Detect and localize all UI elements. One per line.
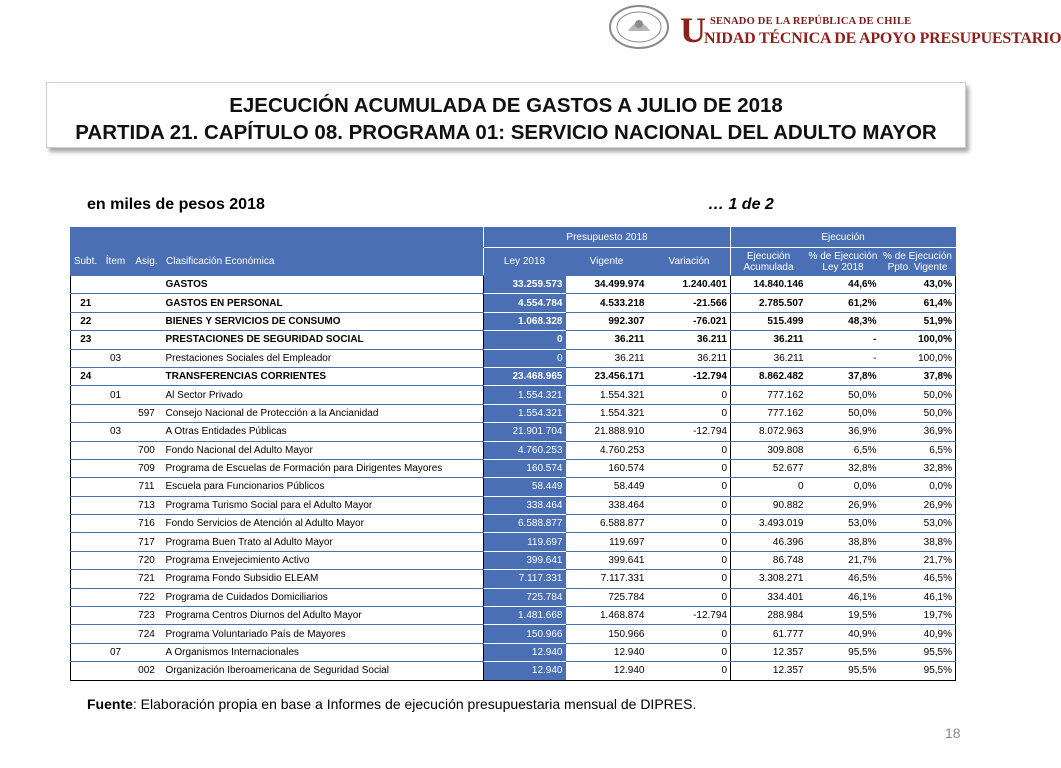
table-row xyxy=(71,551,956,569)
cell-vigente: 992.307 xyxy=(566,312,648,330)
brand-top-line: SENADO DE LA REPÚBLICA DE CHILE xyxy=(710,16,912,27)
cell-asig: 713 xyxy=(131,496,163,514)
cell-clasificacion: Prestaciones Sociales del Empleador xyxy=(163,349,484,367)
cell-pct-ley: 26,9% xyxy=(807,496,880,514)
cell-pct-ppto: 95,5% xyxy=(880,643,956,661)
cell-asig: 724 xyxy=(131,625,163,643)
table-row xyxy=(71,588,956,606)
cell-ley: 33.259.573 xyxy=(484,276,566,294)
cell-pct-ppto: 37,8% xyxy=(880,367,956,385)
cell-ejecucion: 46.396 xyxy=(731,533,807,551)
cell-subt xyxy=(71,496,101,514)
cell-asig: 716 xyxy=(131,515,163,533)
cell-subt: 23 xyxy=(71,331,101,349)
cell-item xyxy=(101,459,131,477)
cell-ejecucion: 3.308.271 xyxy=(731,570,807,588)
cell-clasificacion: Organización Iberoamericana de Seguridad Social xyxy=(163,662,484,680)
cell-clasificacion: Consejo Nacional de Protección a la Ancianidad xyxy=(163,404,484,422)
cell-item xyxy=(101,441,131,459)
cell-ley: 58.449 xyxy=(484,478,566,496)
cell-subt xyxy=(71,533,101,551)
cell-clasificacion: Fondo Servicios de Atención al Adulto Mayor xyxy=(163,515,484,533)
cell-pct-ley: 37,8% xyxy=(807,367,880,385)
cell-vigente: 36.211 xyxy=(566,331,648,349)
cell-pct-ley: 61,2% xyxy=(807,294,880,312)
budget-table xyxy=(70,227,956,681)
cell-asig: 711 xyxy=(131,478,163,496)
cell-clasificacion: A Organismos Internacionales xyxy=(163,643,484,661)
col-header-ejecucion-acumulada: Ejecución Acumulada xyxy=(731,248,807,276)
cell-ejecucion: 334.401 xyxy=(731,588,807,606)
cell-variacion: 0 xyxy=(648,643,731,661)
cell-pct-ppto: 32,8% xyxy=(880,459,956,477)
cell-variacion: 36.211 xyxy=(648,331,731,349)
cell-pct-ppto: 46,5% xyxy=(880,570,956,588)
cell-vigente: 725.784 xyxy=(566,588,648,606)
cell-subt xyxy=(71,478,101,496)
cell-clasificacion: Fondo Nacional del Adulto Mayor xyxy=(163,441,484,459)
cell-variacion: 0 xyxy=(648,496,731,514)
cell-clasificacion: Escuela para Funcionarios Públicos xyxy=(163,478,484,496)
cell-item xyxy=(101,276,131,294)
cell-ley: 12.940 xyxy=(484,662,566,680)
cell-vigente: 338.464 xyxy=(566,496,648,514)
cell-ejecucion: 36.211 xyxy=(731,349,807,367)
cell-pct-ppto: 100,0% xyxy=(880,349,956,367)
cell-item xyxy=(101,588,131,606)
cell-asig: 722 xyxy=(131,588,163,606)
cell-variacion: 0 xyxy=(648,515,731,533)
cell-asig xyxy=(131,643,163,661)
cell-pct-ley: 46,1% xyxy=(807,588,880,606)
cell-pct-ley: 40,9% xyxy=(807,625,880,643)
cell-ejecucion: 14.840.146 xyxy=(731,276,807,294)
cell-variacion: -12.794 xyxy=(648,367,731,385)
cell-clasificacion: Programa Turismo Social para el Adulto Mayor xyxy=(163,496,484,514)
cell-ejecucion: 3.493.019 xyxy=(731,515,807,533)
table-row xyxy=(71,607,956,625)
cell-variacion: 0 xyxy=(648,551,731,569)
cell-subt xyxy=(71,570,101,588)
brand-main-line: NIDAD TÉCNICA DE APOYO PRESUPUESTARIO xyxy=(704,30,1061,47)
cell-item xyxy=(101,625,131,643)
cell-pct-ley: 44,6% xyxy=(807,276,880,294)
table-row xyxy=(71,312,956,330)
cell-ley: 1.554.321 xyxy=(484,386,566,404)
cell-pct-ppto: 40,9% xyxy=(880,625,956,643)
title-box xyxy=(46,82,966,148)
table-row xyxy=(71,643,956,661)
cell-ejecucion: 777.162 xyxy=(731,386,807,404)
title-line-1: EJECUCIÓN ACUMULADA DE GASTOS A JULIO DE 2018 xyxy=(229,94,783,117)
cell-asig: 597 xyxy=(131,404,163,422)
brand-wordmark xyxy=(680,10,1061,54)
col-header-pct-ley: % de Ejecución Ley 2018 xyxy=(807,248,880,276)
cell-pct-ley: 21,7% xyxy=(807,551,880,569)
cell-ley: 1.554.321 xyxy=(484,404,566,422)
cell-item xyxy=(101,478,131,496)
cell-asig: 700 xyxy=(131,441,163,459)
cell-pct-ley: 50,0% xyxy=(807,386,880,404)
cell-asig xyxy=(131,312,163,330)
cell-ejecucion: 0 xyxy=(731,478,807,496)
cell-vigente: 7.117.331 xyxy=(566,570,648,588)
cell-variacion: 1.240.401 xyxy=(648,276,731,294)
cell-clasificacion: Programa Buen Trato al Adulto Mayor xyxy=(163,533,484,551)
cell-pct-ppto: 100,0% xyxy=(880,331,956,349)
senate-seal-logo xyxy=(608,4,670,50)
cell-asig: 720 xyxy=(131,551,163,569)
cell-pct-ppto: 50,0% xyxy=(880,386,956,404)
cell-pct-ppto: 51,9% xyxy=(880,312,956,330)
table-row xyxy=(71,294,956,312)
cell-asig: 723 xyxy=(131,607,163,625)
cell-vigente: 160.574 xyxy=(566,459,648,477)
cell-clasificacion: Programa de Cuidados Domiciliarios xyxy=(163,588,484,606)
cell-subt xyxy=(71,515,101,533)
cell-variacion: 0 xyxy=(648,533,731,551)
cell-variacion: 0 xyxy=(648,459,731,477)
cell-ley: 160.574 xyxy=(484,459,566,477)
cell-ley: 21.901.704 xyxy=(484,423,566,441)
table-row xyxy=(71,331,956,349)
col-header-asig: Asig. xyxy=(131,248,163,276)
cell-vigente: 119.697 xyxy=(566,533,648,551)
cell-variacion: 0 xyxy=(648,625,731,643)
cell-item xyxy=(101,294,131,312)
cell-clasificacion: Programa Voluntariado País de Mayores xyxy=(163,625,484,643)
cell-pct-ppto: 19,7% xyxy=(880,607,956,625)
cell-subt xyxy=(71,607,101,625)
slide-number: 18 xyxy=(945,725,961,741)
cell-pct-ppto: 46,1% xyxy=(880,588,956,606)
col-header-vigente: Vigente xyxy=(566,248,648,276)
cell-item xyxy=(101,662,131,680)
cell-pct-ppto: 61,4% xyxy=(880,294,956,312)
col-header-item: Ítem xyxy=(101,248,131,276)
cell-subt xyxy=(71,441,101,459)
cell-item xyxy=(101,570,131,588)
cell-pct-ppto: 36,9% xyxy=(880,423,956,441)
cell-variacion: 36.211 xyxy=(648,349,731,367)
table-row xyxy=(71,459,956,477)
table-row xyxy=(71,386,956,404)
cell-subt xyxy=(71,349,101,367)
table-row xyxy=(71,662,956,680)
cell-asig xyxy=(131,331,163,349)
cell-ley: 399.641 xyxy=(484,551,566,569)
cell-clasificacion: Programa Envejecimiento Activo xyxy=(163,551,484,569)
cell-vigente: 34.499.974 xyxy=(566,276,648,294)
cell-subt xyxy=(71,662,101,680)
cell-pct-ppto: 95,5% xyxy=(880,662,956,680)
cell-clasificacion: TRANSFERENCIAS CORRIENTES xyxy=(163,367,484,385)
cell-clasificacion: Al Sector Privado xyxy=(163,386,484,404)
cell-vigente: 4.533.218 xyxy=(566,294,648,312)
cell-subt: 22 xyxy=(71,312,101,330)
cell-subt xyxy=(71,625,101,643)
cell-clasificacion: Programa Centros Diurnos del Adulto Mayor xyxy=(163,607,484,625)
cell-asig xyxy=(131,276,163,294)
cell-clasificacion: Programa Fondo Subsidio ELEAM xyxy=(163,570,484,588)
cell-variacion: -76.021 xyxy=(648,312,731,330)
cell-variacion: -21.566 xyxy=(648,294,731,312)
cell-variacion: 0 xyxy=(648,662,731,680)
cell-ejecucion: 12.357 xyxy=(731,643,807,661)
cell-ley: 7.117.331 xyxy=(484,570,566,588)
cell-item xyxy=(101,312,131,330)
cell-pct-ley: 48,3% xyxy=(807,312,880,330)
cell-ejecucion: 515.499 xyxy=(731,312,807,330)
cell-clasificacion: PRESTACIONES DE SEGURIDAD SOCIAL xyxy=(163,331,484,349)
cell-subt xyxy=(71,404,101,422)
table-row xyxy=(71,515,956,533)
cell-item xyxy=(101,331,131,349)
cell-ley: 725.784 xyxy=(484,588,566,606)
cell-asig: 002 xyxy=(131,662,163,680)
cell-ley: 0 xyxy=(484,331,566,349)
cell-asig xyxy=(131,423,163,441)
cell-ley: 119.697 xyxy=(484,533,566,551)
table-row xyxy=(71,625,956,643)
table-row xyxy=(71,367,956,385)
cell-pct-ppto: 6,5% xyxy=(880,441,956,459)
cell-vigente: 58.449 xyxy=(566,478,648,496)
cell-item xyxy=(101,551,131,569)
source-label: Fuente xyxy=(87,696,133,712)
cell-clasificacion: GASTOS EN PERSONAL xyxy=(163,294,484,312)
col-header-ley: Ley 2018 xyxy=(484,248,566,276)
cell-variacion: 0 xyxy=(648,441,731,459)
cell-variacion: 0 xyxy=(648,478,731,496)
cell-ejecucion: 309.808 xyxy=(731,441,807,459)
cell-pct-ley: - xyxy=(807,349,880,367)
cell-pct-ley: 36,9% xyxy=(807,423,880,441)
cell-variacion: -12.794 xyxy=(648,423,731,441)
cell-variacion: 0 xyxy=(648,588,731,606)
cell-vigente: 1.468.874 xyxy=(566,607,648,625)
header-group-ejecucion: Ejecución xyxy=(731,228,956,248)
cell-asig xyxy=(131,367,163,385)
cell-ejecucion: 52.677 xyxy=(731,459,807,477)
cell-pct-ley: 0,0% xyxy=(807,478,880,496)
cell-subt xyxy=(71,643,101,661)
cell-vigente: 6.588.877 xyxy=(566,515,648,533)
cell-ejecucion: 288.984 xyxy=(731,607,807,625)
col-header-pct-ppto: % de Ejecución Ppto. Vigente xyxy=(880,248,956,276)
cell-item xyxy=(101,367,131,385)
cell-ejecucion: 61.777 xyxy=(731,625,807,643)
cell-ejecucion: 2.785.507 xyxy=(731,294,807,312)
cell-item: 01 xyxy=(101,386,131,404)
cell-vigente: 1.554.321 xyxy=(566,404,648,422)
cell-ley: 4.760.253 xyxy=(484,441,566,459)
cell-ley: 150.966 xyxy=(484,625,566,643)
table-row xyxy=(71,276,956,294)
table-row xyxy=(71,570,956,588)
col-header-variacion: Variación xyxy=(648,248,731,276)
col-header-clasificacion: Clasificación Económica xyxy=(163,248,484,276)
cell-pct-ley: - xyxy=(807,331,880,349)
cell-variacion: -12.794 xyxy=(648,607,731,625)
cell-pct-ley: 50,0% xyxy=(807,404,880,422)
cell-pct-ppto: 43,0% xyxy=(880,276,956,294)
cell-pct-ppto: 26,9% xyxy=(880,496,956,514)
cell-clasificacion: A Otras Entidades Públicas xyxy=(163,423,484,441)
cell-pct-ppto: 53,0% xyxy=(880,515,956,533)
cell-subt: 24 xyxy=(71,367,101,385)
cell-vigente: 12.940 xyxy=(566,643,648,661)
source-note xyxy=(87,696,696,712)
cell-ejecucion: 36.211 xyxy=(731,331,807,349)
cell-vigente: 12.940 xyxy=(566,662,648,680)
cell-asig: 709 xyxy=(131,459,163,477)
cell-ley: 1.481.668 xyxy=(484,607,566,625)
cell-ley: 6.588.877 xyxy=(484,515,566,533)
cell-pct-ley: 95,5% xyxy=(807,643,880,661)
cell-pct-ppto: 50,0% xyxy=(880,404,956,422)
cell-item xyxy=(101,404,131,422)
cell-variacion: 0 xyxy=(648,570,731,588)
cell-ejecucion: 777.162 xyxy=(731,404,807,422)
cell-item xyxy=(101,533,131,551)
cell-ejecucion: 86.748 xyxy=(731,551,807,569)
header-group-presupuesto: Presupuesto 2018 xyxy=(484,228,731,248)
cell-item xyxy=(101,496,131,514)
source-text: : Elaboración propia en base a Informes de ejecución presupuestaria mensual de DIPRES. xyxy=(132,696,697,712)
table-row xyxy=(71,441,956,459)
cell-clasificacion: BIENES Y SERVICIOS DE CONSUMO xyxy=(163,312,484,330)
title-line-2: PARTIDA 21. CAPÍTULO 08. PROGRAMA 01: SERVICIO NACIONAL DEL ADULTO MAYOR xyxy=(75,121,937,144)
cell-pct-ley: 6,5% xyxy=(807,441,880,459)
cell-item: 07 xyxy=(101,643,131,661)
cell-vigente: 4.760.253 xyxy=(566,441,648,459)
cell-item xyxy=(101,607,131,625)
table-row xyxy=(71,423,956,441)
table-row xyxy=(71,496,956,514)
cell-subt xyxy=(71,551,101,569)
cell-pct-ley: 53,0% xyxy=(807,515,880,533)
cell-ley: 12.940 xyxy=(484,643,566,661)
cell-pct-ley: 95,5% xyxy=(807,662,880,680)
cell-vigente: 399.641 xyxy=(566,551,648,569)
cell-pct-ppto: 38,8% xyxy=(880,533,956,551)
cell-subt: 21 xyxy=(71,294,101,312)
brand-letter: U xyxy=(680,10,706,50)
table-row xyxy=(71,533,956,551)
cell-variacion: 0 xyxy=(648,404,731,422)
cell-vigente: 23.456.171 xyxy=(566,367,648,385)
table-row xyxy=(71,349,956,367)
cell-subt xyxy=(71,459,101,477)
units-label: en miles de pesos 2018 xyxy=(87,196,265,213)
table-row xyxy=(71,404,956,422)
cell-item xyxy=(101,515,131,533)
cell-subt xyxy=(71,423,101,441)
cell-pct-ley: 38,8% xyxy=(807,533,880,551)
cell-ejecucion: 8.072.963 xyxy=(731,423,807,441)
cell-asig: 721 xyxy=(131,570,163,588)
cell-subt xyxy=(71,276,101,294)
cell-pct-ley: 19,5% xyxy=(807,607,880,625)
cell-vigente: 150.966 xyxy=(566,625,648,643)
cell-item: 03 xyxy=(101,349,131,367)
cell-pct-ley: 46,5% xyxy=(807,570,880,588)
cell-asig xyxy=(131,386,163,404)
cell-ejecucion: 90.882 xyxy=(731,496,807,514)
cell-asig xyxy=(131,294,163,312)
cell-item: 03 xyxy=(101,423,131,441)
cell-clasificacion: Programa de Escuelas de Formación para Dirigentes Mayores xyxy=(163,459,484,477)
cell-subt xyxy=(71,386,101,404)
cell-ley: 338.464 xyxy=(484,496,566,514)
cell-ejecucion: 12.357 xyxy=(731,662,807,680)
page-indicator: … 1 de 2 xyxy=(708,196,774,213)
cell-vigente: 21.888.910 xyxy=(566,423,648,441)
cell-ley: 0 xyxy=(484,349,566,367)
cell-variacion: 0 xyxy=(648,386,731,404)
cell-vigente: 1.554.321 xyxy=(566,386,648,404)
cell-asig xyxy=(131,349,163,367)
cell-pct-ppto: 0,0% xyxy=(880,478,956,496)
cell-pct-ppto: 21,7% xyxy=(880,551,956,569)
col-header-subt: Subt. xyxy=(71,248,101,276)
cell-ejecucion: 8.862.482 xyxy=(731,367,807,385)
cell-clasificacion: GASTOS xyxy=(163,276,484,294)
cell-vigente: 36.211 xyxy=(566,349,648,367)
cell-ley: 23.468.965 xyxy=(484,367,566,385)
cell-asig: 717 xyxy=(131,533,163,551)
cell-subt xyxy=(71,588,101,606)
cell-ley: 4.554.784 xyxy=(484,294,566,312)
table-row xyxy=(71,478,956,496)
cell-pct-ley: 32,8% xyxy=(807,459,880,477)
cell-ley: 1.068.328 xyxy=(484,312,566,330)
